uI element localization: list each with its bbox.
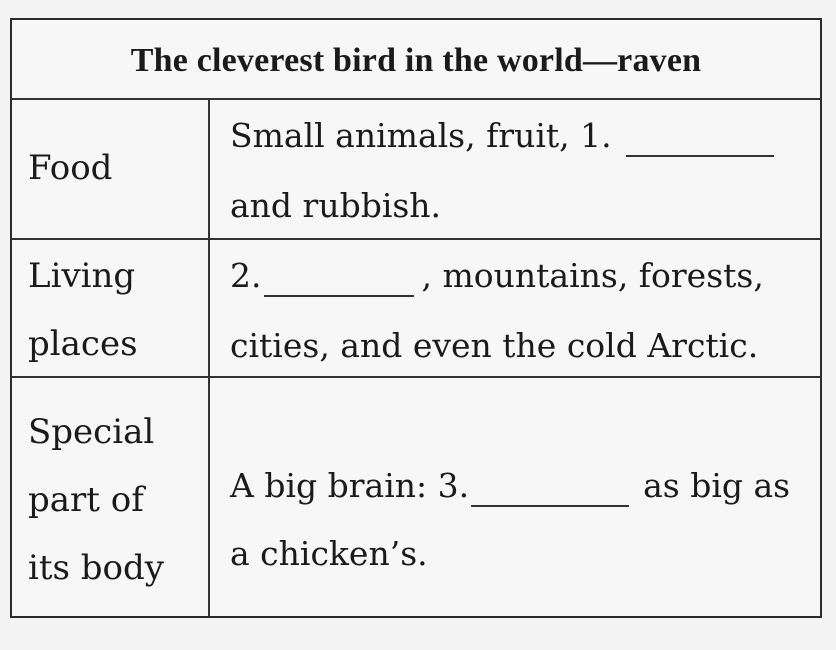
- food-line-1: [230, 116, 782, 157]
- row-label-its-body: its body: [28, 548, 164, 588]
- row-content-cell: [210, 100, 820, 238]
- row-content-cell: [210, 240, 820, 376]
- table-title: The cleverest bird in the world—raven: [130, 42, 702, 79]
- living-line-1-prefix: 2.: [230, 256, 262, 295]
- special-line-2: a chicken’s.: [230, 534, 428, 573]
- food-line-1-text: Small animals, fruit, 1.: [230, 116, 612, 155]
- row-label-special: Special: [28, 412, 155, 452]
- row-label-cell: [12, 240, 210, 376]
- row-label-cell: [12, 378, 210, 616]
- living-line-1-suffix: , mountains, forests,: [421, 256, 764, 295]
- answer-blank-1[interactable]: [626, 116, 774, 157]
- living-line-1: [230, 256, 764, 297]
- row-label-food: Food: [28, 148, 113, 188]
- row-label-living: Living: [28, 256, 136, 296]
- answer-blank-2[interactable]: [264, 256, 414, 297]
- special-line-1-suffix: as big as: [643, 466, 791, 505]
- food-line-2: and rubbish.: [230, 186, 442, 225]
- special-line-1-prefix: A big brain: 3.: [230, 466, 470, 505]
- table-row-living-places: [12, 240, 820, 378]
- living-line-2: cities, and even the cold Arctic.: [230, 326, 759, 365]
- row-content-cell: [210, 378, 820, 616]
- table-row-food: [12, 100, 820, 240]
- row-label-cell: [12, 100, 210, 238]
- table-row-special-part: [12, 378, 820, 616]
- row-label-places: places: [28, 324, 138, 364]
- special-line-1: [230, 466, 790, 507]
- row-label-part-of: part of: [28, 480, 144, 520]
- raven-info-table: [10, 18, 822, 618]
- table-title-row: [12, 20, 820, 100]
- answer-blank-3[interactable]: [471, 466, 629, 507]
